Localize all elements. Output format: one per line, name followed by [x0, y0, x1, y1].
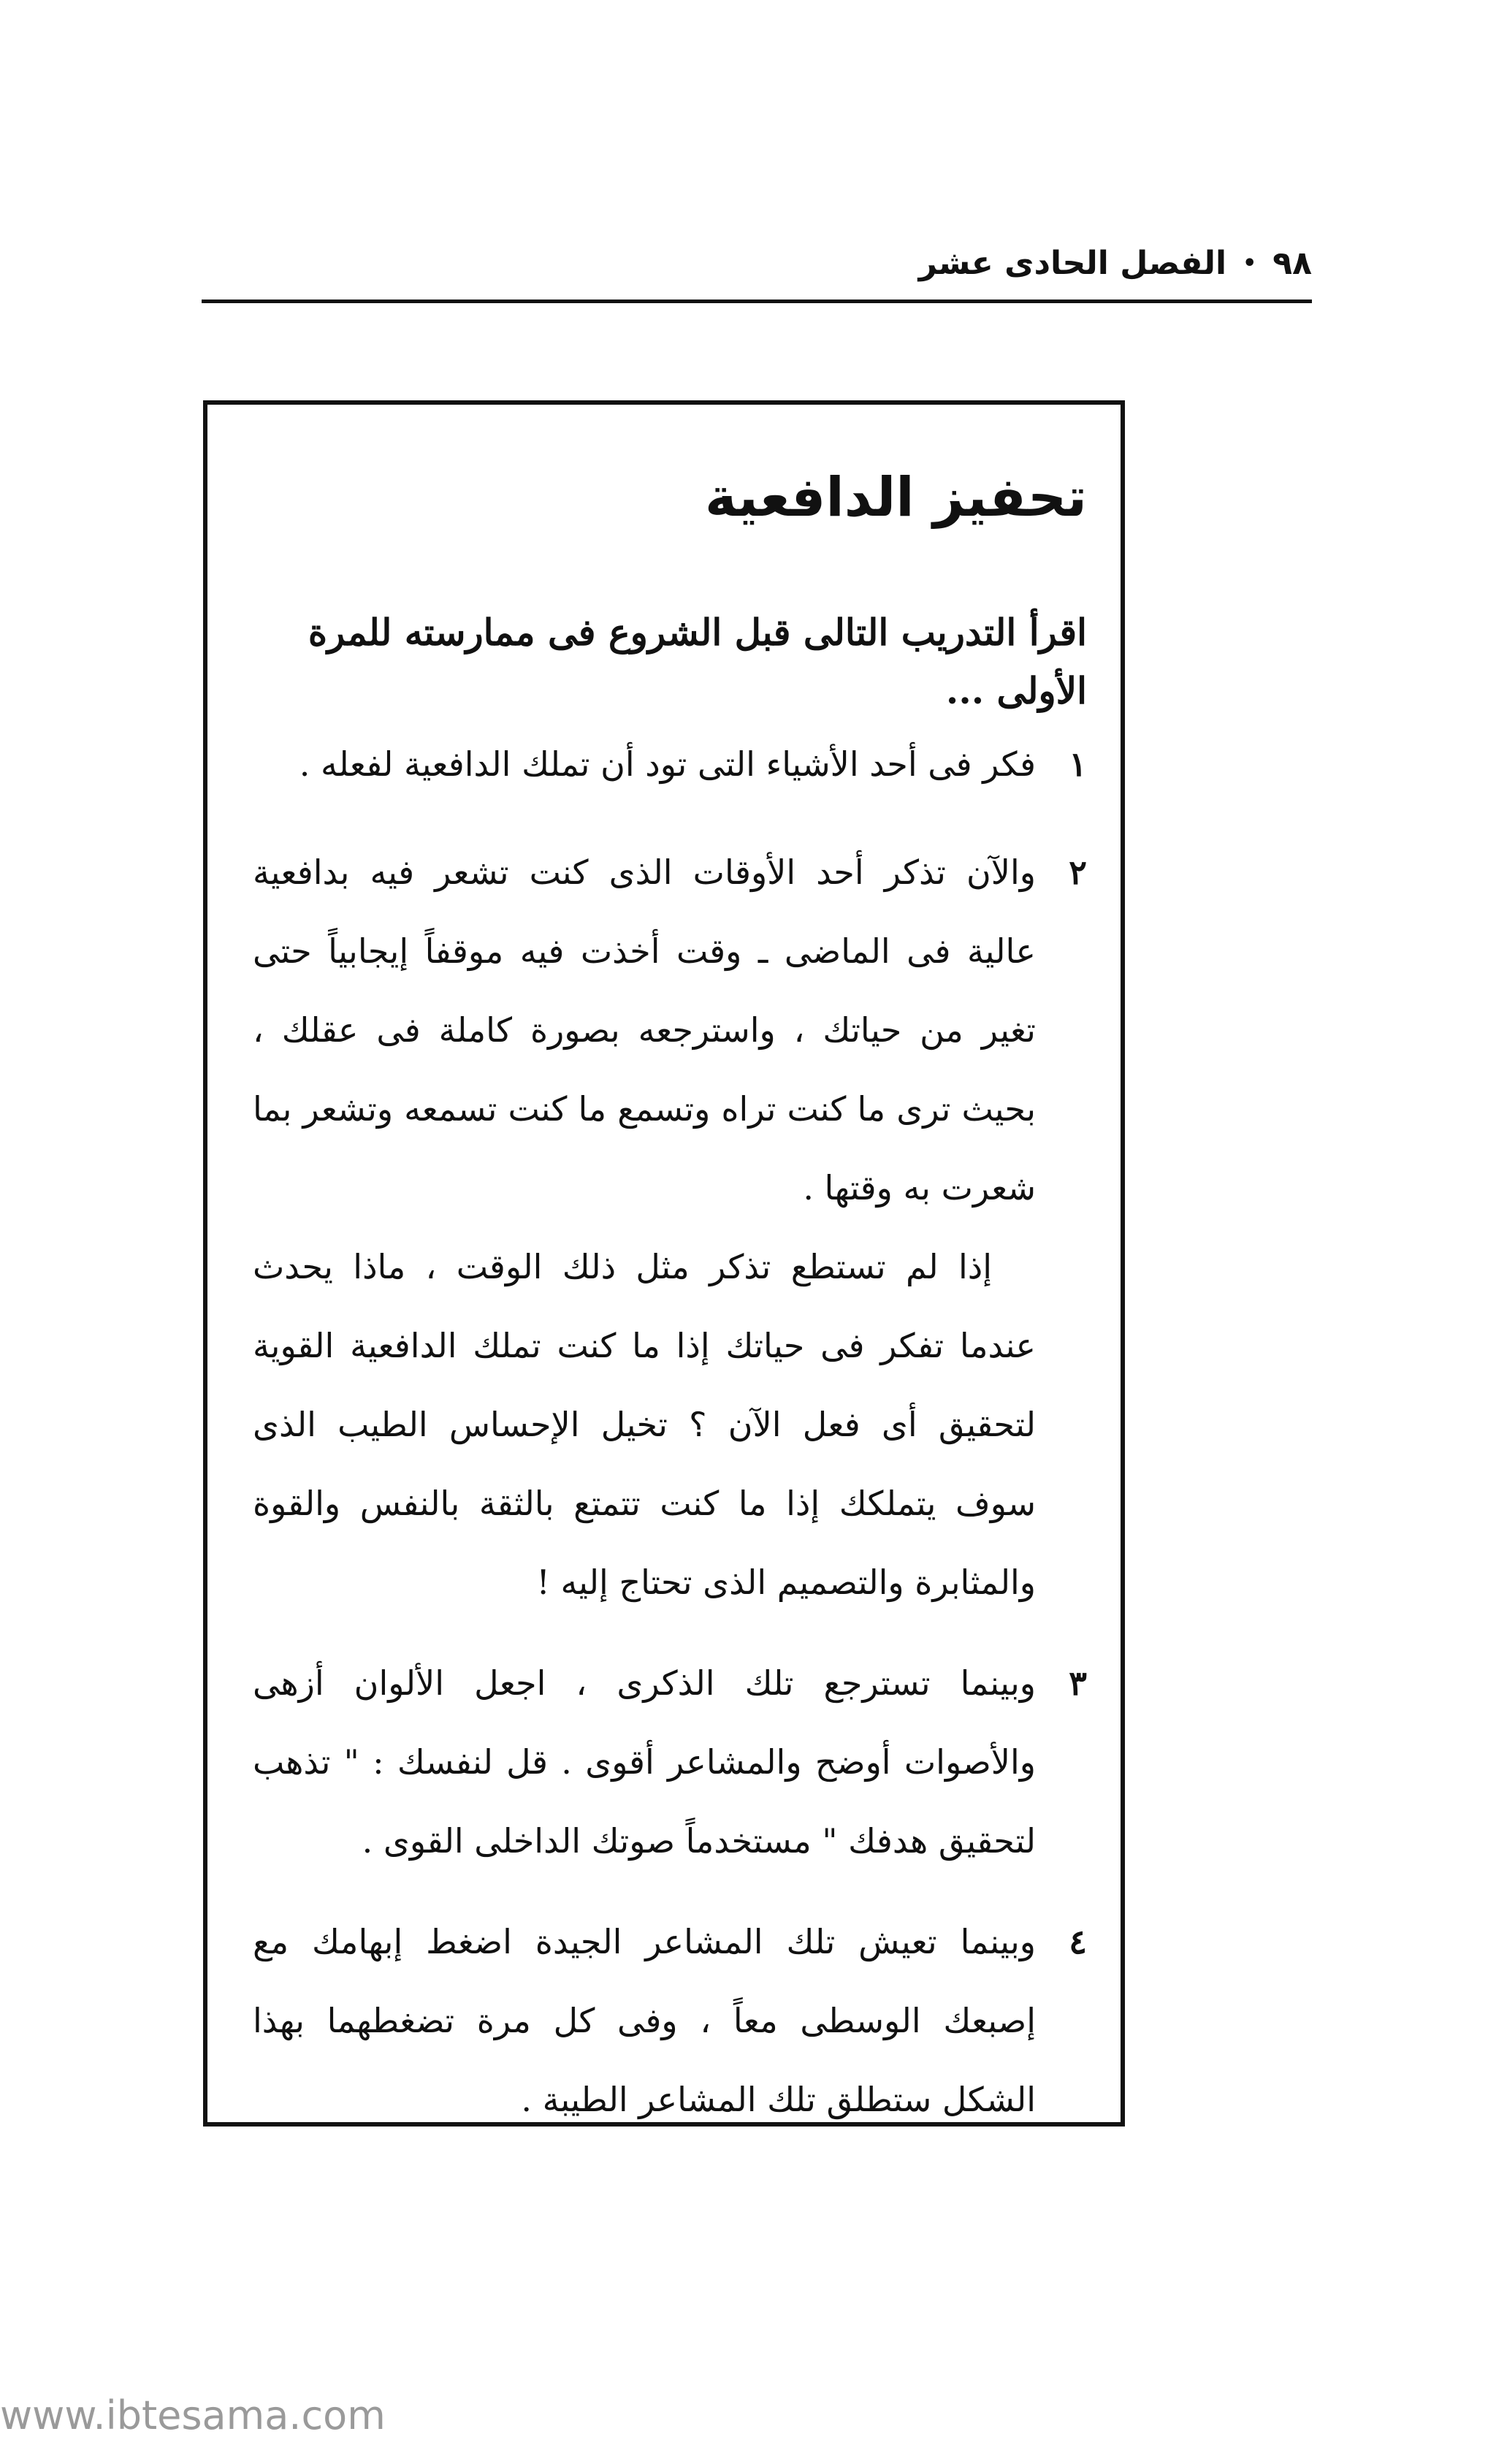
step-paragraph: وبينما تسترجع تلك الذكرى ، اجعل الألوان أزهى والأصوات أوضح والمشاعر أقوى . قل لنفسك : " تذهب لتحقيق هدفك " مستخدماً صوتك الداخلى القوى .: [253, 1663, 1036, 1861]
step-number: ٢: [1069, 853, 1087, 892]
chapter-title: الفصل الحادى عشر: [918, 244, 1227, 282]
step-number: ١: [1069, 744, 1087, 784]
step-number: ٣: [1069, 1663, 1087, 1703]
header-bullet: •: [1243, 250, 1257, 276]
exercise-intro: اقرأ التدريب التالى قبل الشروع فى ممارسته للمرة الأولى ...: [308, 611, 1087, 712]
step-body: [253, 725, 1036, 804]
step-number: ٤: [1069, 1922, 1087, 1961]
step-paragraph: فكر فى أحد الأشياء التى تود أن تملك الدافعية لفعله .: [299, 744, 1036, 784]
step-paragraph: والآن تذكر أحد الأوقات الذى كنت تشعر فيه بدافعية عالية فى الماضى ـ وقت أخذت فيه موقفاً إيجابياً حتى تغير من حياتك ، واسترجعه بصورة كاملة فى عقلك ، بحيث ترى ما كنت تراه وتسمع ما كنت تسمعه وتشعر بما شعرت به وقتها .: [253, 853, 1036, 1208]
exercise-box: [203, 400, 1125, 2127]
page-header: [202, 234, 1312, 292]
exercise-step-1: [253, 725, 1087, 804]
exercise-step-3: [253, 1644, 1087, 1880]
page-number: ٩٨: [1272, 244, 1312, 282]
step-body: [253, 1644, 1036, 1880]
exercise-step-2: [253, 833, 1087, 1622]
exercise-title: تحفيز الدافعية: [705, 466, 1087, 529]
header-rule: [202, 300, 1312, 303]
step-paragraph: وبينما تعيش تلك المشاعر الجيدة اضغط إبهامك مع إصبعك الوسطى معاً ، وفى كل مرة تضغطهما بهذا الشكل ستطلق تلك المشاعر الطيبة .: [253, 1922, 1036, 2119]
site-watermark: www.ibtesama.com: [0, 2392, 386, 2438]
exercise-step-4: [253, 1902, 1087, 2139]
step-body: [253, 833, 1036, 1622]
step-paragraph: إذا لم تستطع تذكر مثل ذلك الوقت ، ماذا يحدث عندما تفكر فى حياتك إذا ما كنت تملك الدافعية القوية لتحقيق أى فعل الآن ؟ تخيل الإحساس الطيب الذى سوف يتملكك إذا ما كنت تتمتع بالثقة بالنفس والقوة والمثابرة والتصميم الذى تحتاج إليه !: [253, 1247, 1036, 1602]
step-body: [253, 1902, 1036, 2139]
